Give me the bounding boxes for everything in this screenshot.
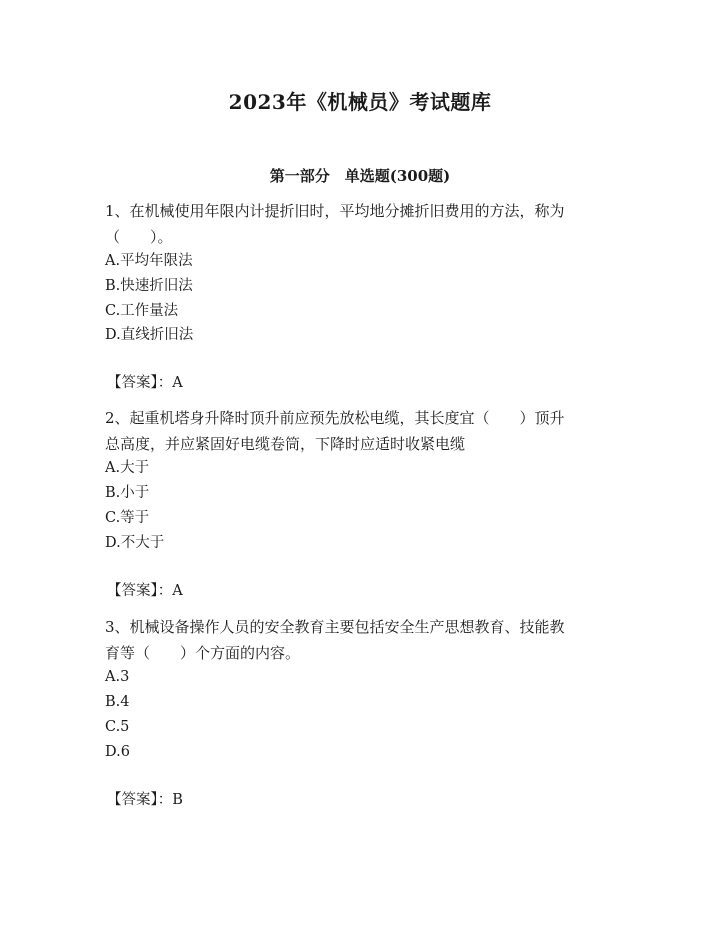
- question-2-option-d: D.不大于: [105, 535, 165, 551]
- question-3-text-line-1: 3、机械设备操作人员的安全教育主要包括安全生产思想教育、技能教: [105, 618, 565, 636]
- question-1-text-line-1: 1、在机械使用年限内计提折旧时，平均地分摊折旧费用的方法，称为: [105, 202, 565, 220]
- question-1-option-a: A.平均年限法: [105, 253, 193, 269]
- question-3-option-c: C.5: [105, 719, 130, 735]
- question-1-option-d: D.直线折旧法: [105, 327, 194, 343]
- question-3-text-line-2: 育等（ ）个方面的内容。: [105, 644, 301, 662]
- question-2-option-c: C.等于: [105, 510, 150, 526]
- question-3-option-a: A.3: [105, 669, 130, 685]
- question-3-answer: 【答案】：B: [107, 792, 183, 808]
- question-2-option-b: B.小于: [105, 485, 150, 501]
- question-1-option-b: B.快速折旧法: [105, 278, 193, 294]
- question-3-option-b: B.4: [105, 694, 130, 710]
- question-1-text-line-2: （ ）。: [105, 228, 173, 246]
- question-2-option-a: A.大于: [105, 460, 150, 476]
- question-1-option-c: C.工作量法: [105, 303, 179, 319]
- section-title: 第一部分 单选题(300题): [269, 167, 451, 185]
- question-2-text-line-1: 2、起重机塔身升降时顶升前应预先放松电缆，其长度宜（ ）顶升: [105, 409, 565, 427]
- question-3-option-d: D.6: [105, 744, 130, 760]
- question-1-answer: 【答案】：A: [107, 375, 183, 391]
- question-2-answer: 【答案】：A: [107, 583, 183, 599]
- question-2-text-line-2: 总高度，并应紧固好电缆卷筒，下降时应适时收紧电缆: [105, 435, 466, 453]
- document-title: 2023年《机械员》考试题库: [228, 90, 492, 114]
